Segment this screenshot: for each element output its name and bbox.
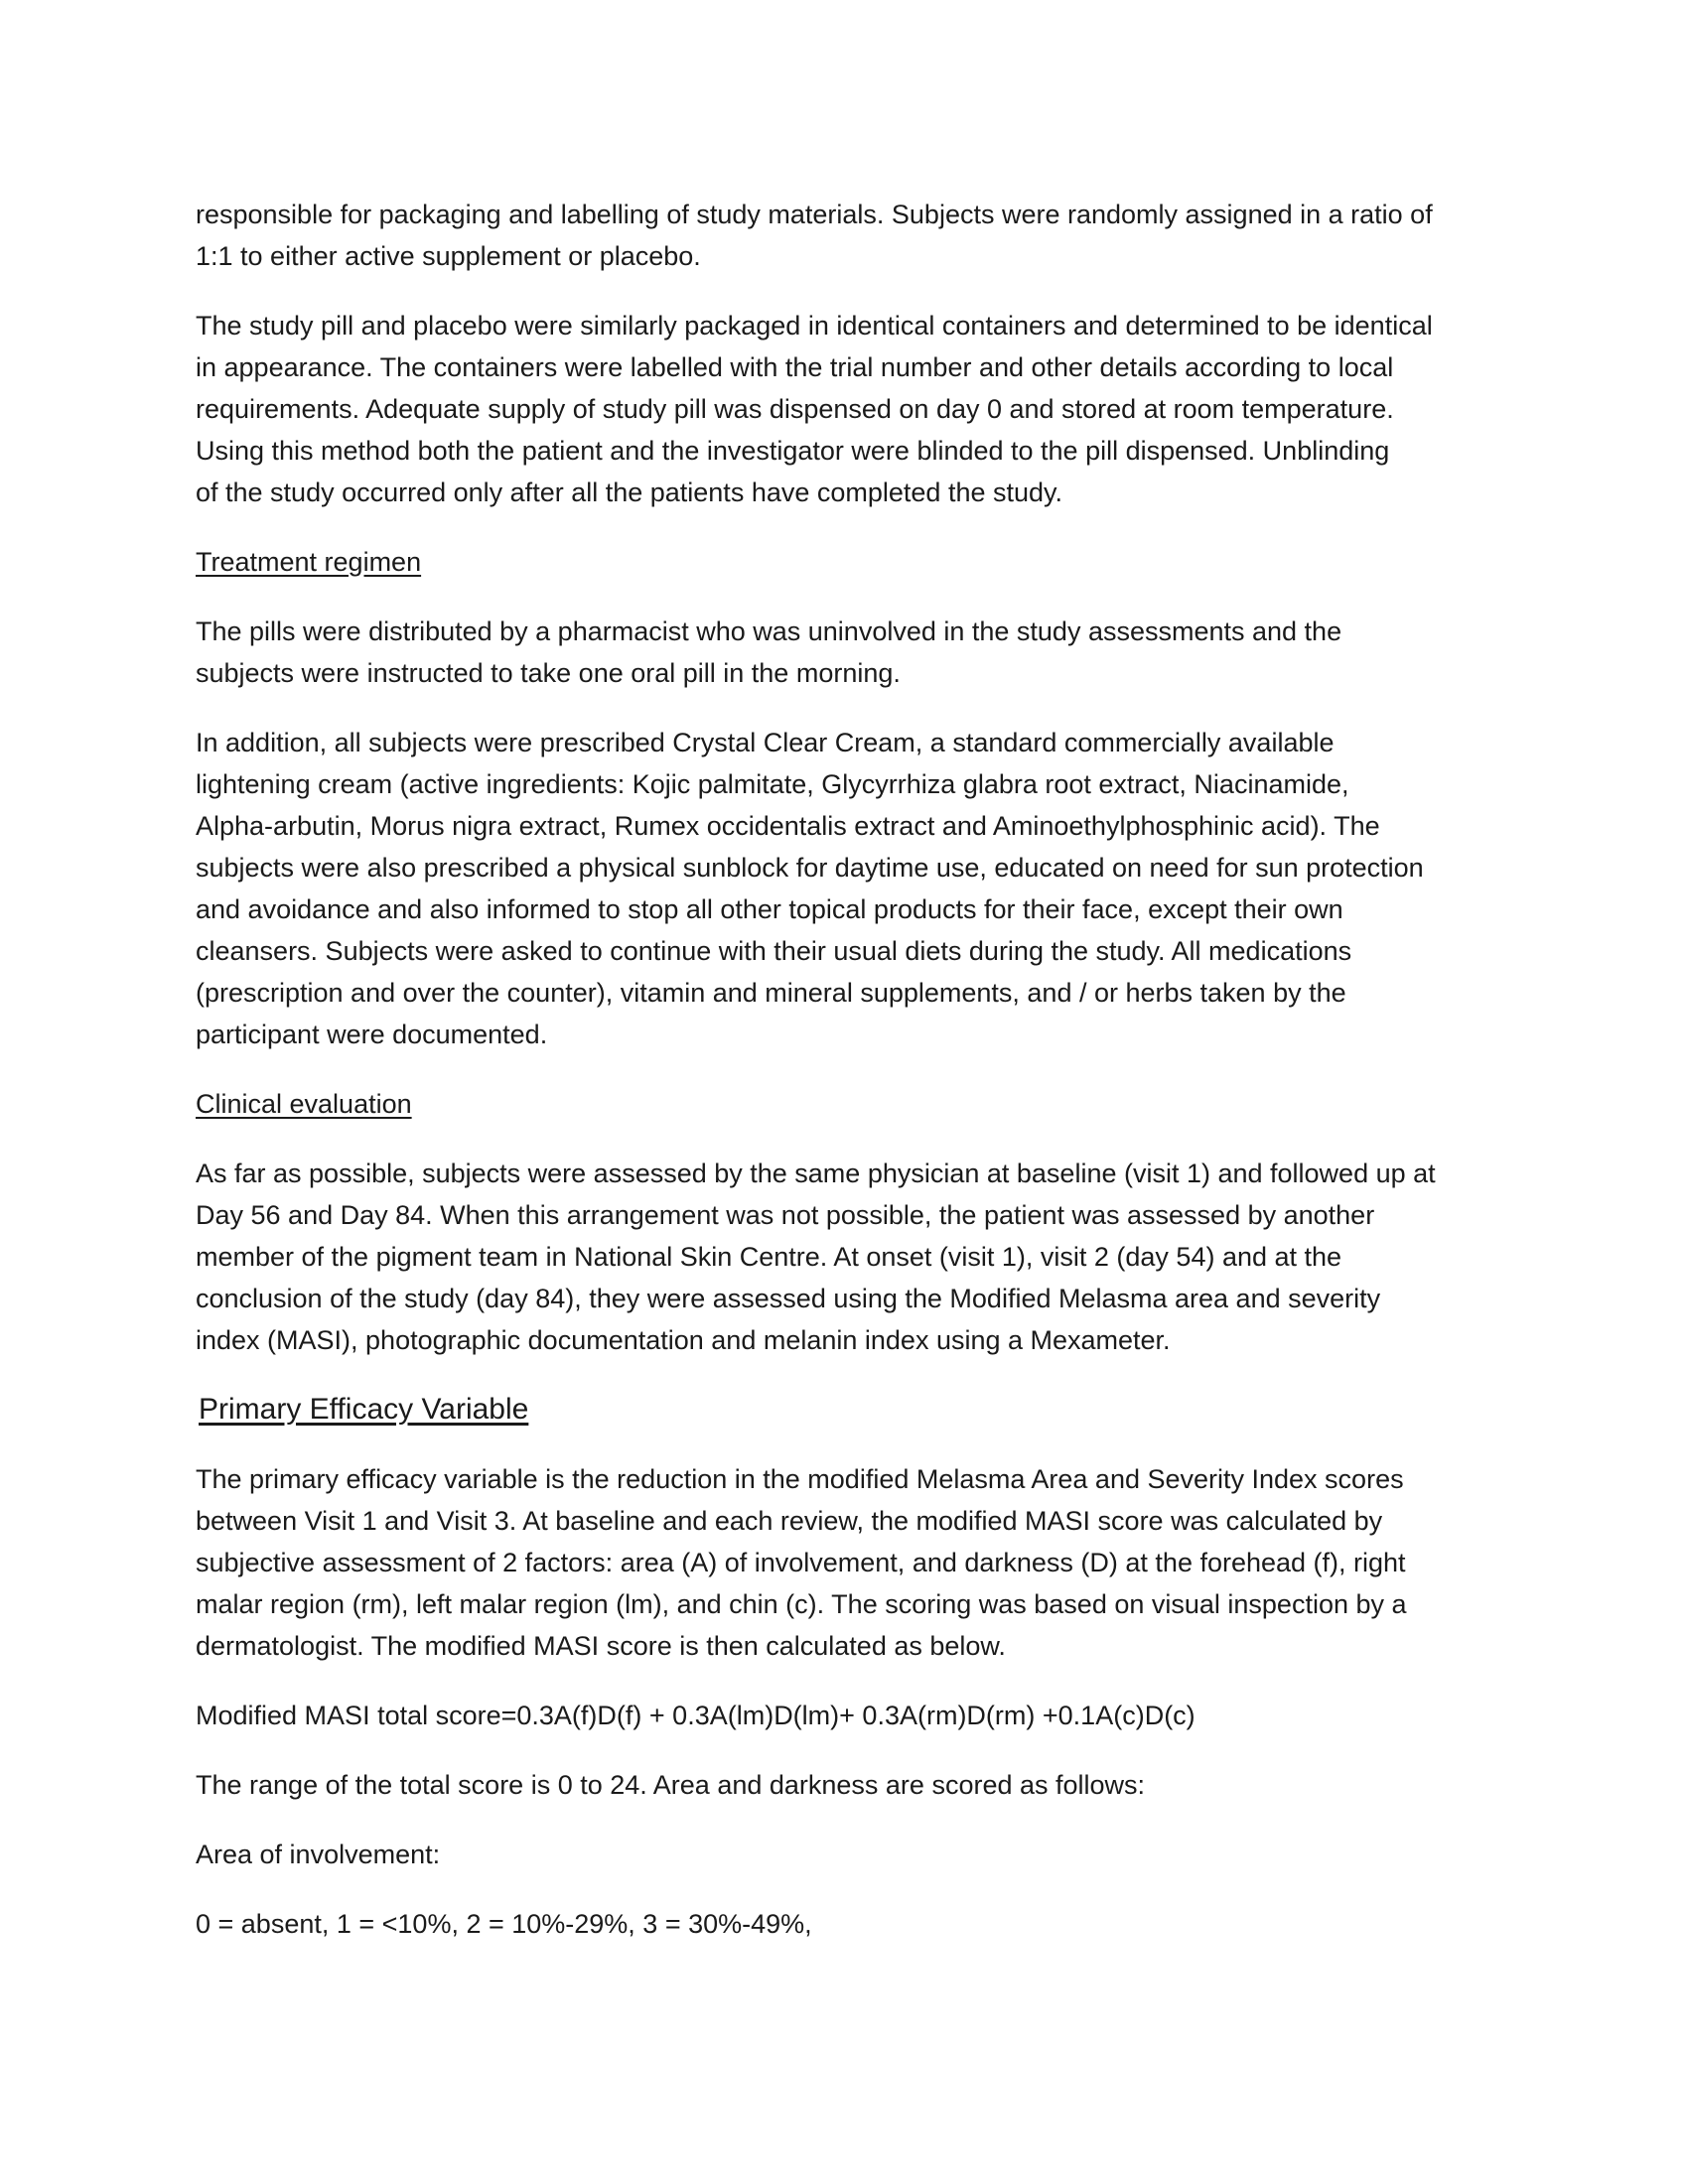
text-line: Day 56 and Day 84. When this arrangement was not possible, the patient was assessed by another — [196, 1200, 1375, 1230]
text-line: between Visit 1 and Visit 3. At baseline and each review, the modified MASI score was calculated by — [196, 1506, 1383, 1536]
text-line: cleansers. Subjects were asked to continue with their usual diets during the study. All medications — [196, 936, 1352, 966]
paragraph-packaging — [196, 305, 1506, 513]
text-line: 1:1 to either active supplement or placebo. — [196, 241, 701, 271]
masi-formula — [196, 1695, 1506, 1736]
text-line: Modified MASI total score=0.3A(f)D(f) + 0.3A(lm)D(lm)+ 0.3A(rm)D(rm) +0.1A(c)D(c) — [196, 1701, 1196, 1730]
paragraph-primary-efficacy — [196, 1458, 1506, 1667]
text-line: Using this method both the patient and the investigator were blinded to the pill dispensed. Unblinding — [196, 436, 1390, 466]
text-line: and avoidance and also informed to stop all other topical products for their face, except their own — [196, 894, 1343, 924]
score-range-text — [196, 1764, 1506, 1806]
text-line: (prescription and over the counter), vitamin and mineral supplements, and / or herbs taken by the — [196, 978, 1346, 1008]
text-line: participant were documented. — [196, 1020, 548, 1049]
text-line: In addition, all subjects were prescribed Crystal Clear Cream, a standard commercially available — [196, 728, 1335, 757]
text-line: dermatologist. The modified MASI score is then calculated as below. — [196, 1631, 1006, 1661]
text-line: The study pill and placebo were similarly packaged in identical containers and determined to be identical — [196, 311, 1433, 341]
text-line: of the study occurred only after all the patients have completed the study. — [196, 478, 1063, 507]
heading-primary-efficacy-variable: Primary Efficacy Variable — [199, 1393, 529, 1426]
text-line: subjects were also prescribed a physical sunblock for daytime use, educated on need for sun protection — [196, 853, 1424, 883]
text-line: conclusion of the study (day 84), they were assessed using the Modified Melasma area and severity — [196, 1284, 1381, 1313]
area-of-involvement-label — [196, 1834, 1506, 1875]
text-line: Area of involvement: — [196, 1840, 441, 1869]
heading-treatment-regimen: Treatment regimen — [196, 547, 422, 577]
text-line: lightening cream (active ingredients: Kojic palmitate, Glycyrrhiza glabra root extract, Niacinamide, — [196, 769, 1349, 799]
text-line: subjects were instructed to take one oral pill in the morning. — [196, 658, 901, 688]
text-line: 0 = absent, 1 = <10%, 2 = 10%-29%, 3 = 30%-49%, — [196, 1909, 812, 1939]
text-line: The primary efficacy variable is the reduction in the modified Melasma Area and Severity Index scores — [196, 1464, 1404, 1494]
heading-clinical-evaluation: Clinical evaluation — [196, 1089, 412, 1119]
text-line: Alpha-arbutin, Morus nigra extract, Rumex occidentalis extract and Aminoethylphosphinic acid). The — [196, 811, 1380, 841]
text-line: As far as possible, subjects were assessed by the same physician at baseline (visit 1) and followed up at — [196, 1159, 1436, 1188]
text-line: The pills were distributed by a pharmacist who was uninvolved in the study assessments and the — [196, 616, 1342, 646]
paragraph-pill-distribution — [196, 611, 1506, 694]
paragraph-topical-treatment — [196, 722, 1506, 1055]
text-line: malar region (rm), left malar region (lm), and chin (c). The scoring was based on visual inspection by a — [196, 1589, 1407, 1619]
text-line: responsible for packaging and labelling of study materials. Subjects were randomly assigned in a ratio of — [196, 200, 1433, 229]
text-line: index (MASI), photographic documentation and melanin index using a Mexameter. — [196, 1325, 1171, 1355]
area-scale-text — [196, 1903, 1506, 1945]
text-line: member of the pigment team in National Skin Centre. At onset (visit 1), visit 2 (day 54) and at the — [196, 1242, 1342, 1272]
paragraph-assessment — [196, 1153, 1506, 1361]
text-line: The range of the total score is 0 to 24. Area and darkness are scored as follows: — [196, 1770, 1146, 1800]
paragraph-randomization — [196, 194, 1506, 277]
text-line: requirements. Adequate supply of study pill was dispensed on day 0 and stored at room temperature. — [196, 394, 1394, 424]
text-line: subjective assessment of 2 factors: area (A) of involvement, and darkness (D) at the forehead (f), right — [196, 1548, 1406, 1577]
document-page — [196, 194, 1506, 1973]
text-line: in appearance. The containers were labelled with the trial number and other details according to local — [196, 352, 1394, 382]
